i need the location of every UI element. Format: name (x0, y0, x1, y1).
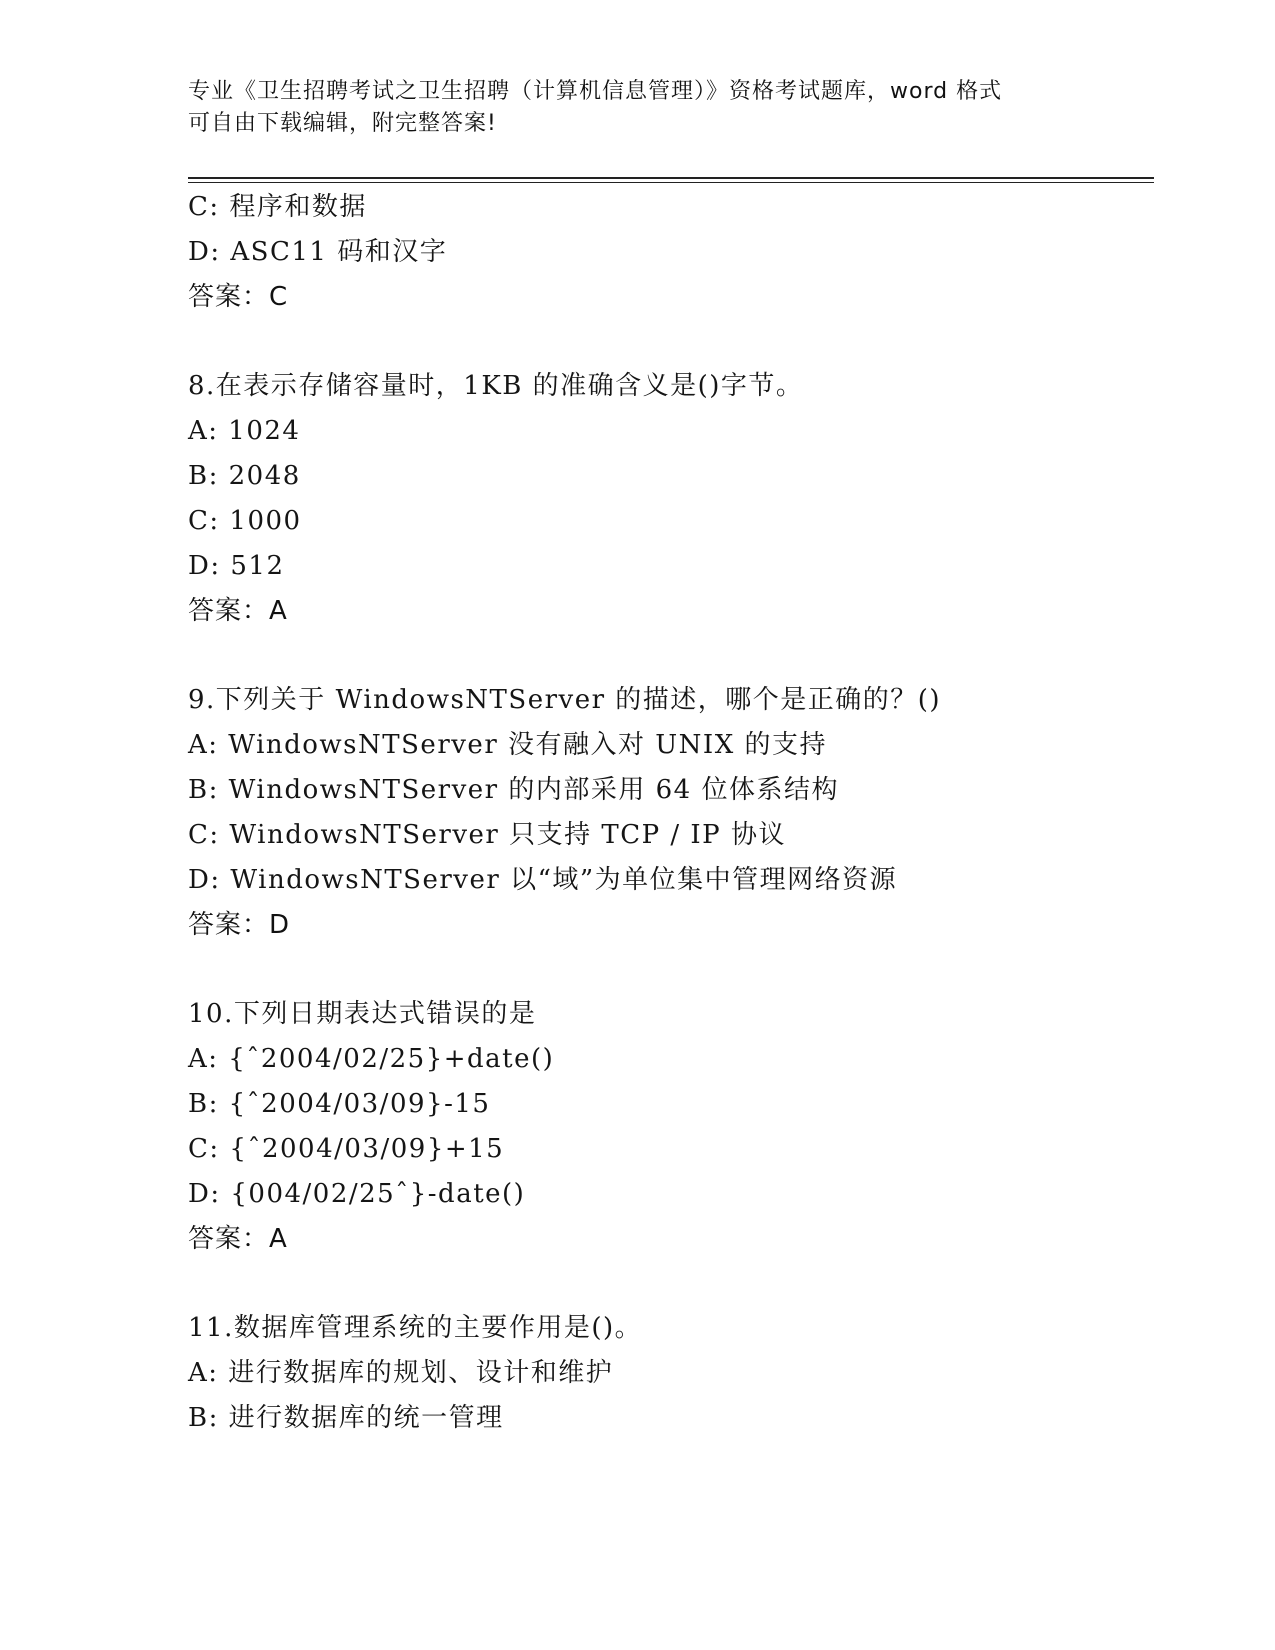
q7-option-d: D: ASC11 码和汉字 (188, 237, 448, 267)
q10-stem: 10.下列日期表达式错误的是 (188, 999, 537, 1029)
q9-stem: 9.下列关于 WindowsNTServer 的描述，哪个是正确的？() (188, 685, 942, 715)
header-title-line-2: 可自由下载编辑，附完整答案! (188, 111, 497, 136)
q9-option-d: D: WindowsNTServer 以“域”为单位集中管理网络资源 (188, 865, 898, 895)
q11-stem: 11.数据库管理系统的主要作用是()。 (188, 1313, 643, 1343)
q8-option-d: D: 512 (188, 551, 285, 581)
q9-option-b: B: WindowsNTServer 的内部采用 64 位体系结构 (188, 775, 839, 805)
q9-option-a: A: WindowsNTServer 没有融入对 UNIX 的支持 (188, 730, 827, 760)
q10-option-a: A: {ˆ2004/02/25}+date() (188, 1044, 555, 1074)
document-header (188, 76, 1088, 140)
q7-answer: 答案：C (188, 282, 289, 312)
q8-answer: 答案：A (188, 596, 288, 626)
q7-option-c: C: 程序和数据 (188, 192, 367, 222)
q8-option-a: A: 1024 (188, 416, 301, 446)
q10-option-c: C: {ˆ2004/03/09}+15 (188, 1134, 505, 1164)
q9-option-c: C: WindowsNTServer 只支持 TCP / IP 协议 (188, 820, 786, 850)
q10-option-d: D: {004/02/25ˆ}-date() (188, 1179, 526, 1209)
q8-option-b: B: 2048 (188, 461, 301, 491)
header-title-line-1: 专业《卫生招聘考试之卫生招聘（计算机信息管理）》资格考试题库，word 格式 (188, 79, 1003, 104)
q8-stem: 8.在表示存储容量时，1KB 的准确含义是()字节。 (188, 371, 804, 401)
q11-option-b: B: 进行数据库的统一管理 (188, 1403, 504, 1433)
q8-option-c: C: 1000 (188, 506, 302, 536)
q10-option-b: B: {ˆ2004/03/09}-15 (188, 1089, 491, 1119)
header-divider-thin (188, 182, 1154, 183)
q10-answer: 答案：A (188, 1224, 288, 1254)
q11-option-a: A: 进行数据库的规划、设计和维护 (188, 1358, 614, 1388)
q9-answer: 答案：D (188, 910, 291, 940)
header-divider-thick (188, 177, 1154, 179)
